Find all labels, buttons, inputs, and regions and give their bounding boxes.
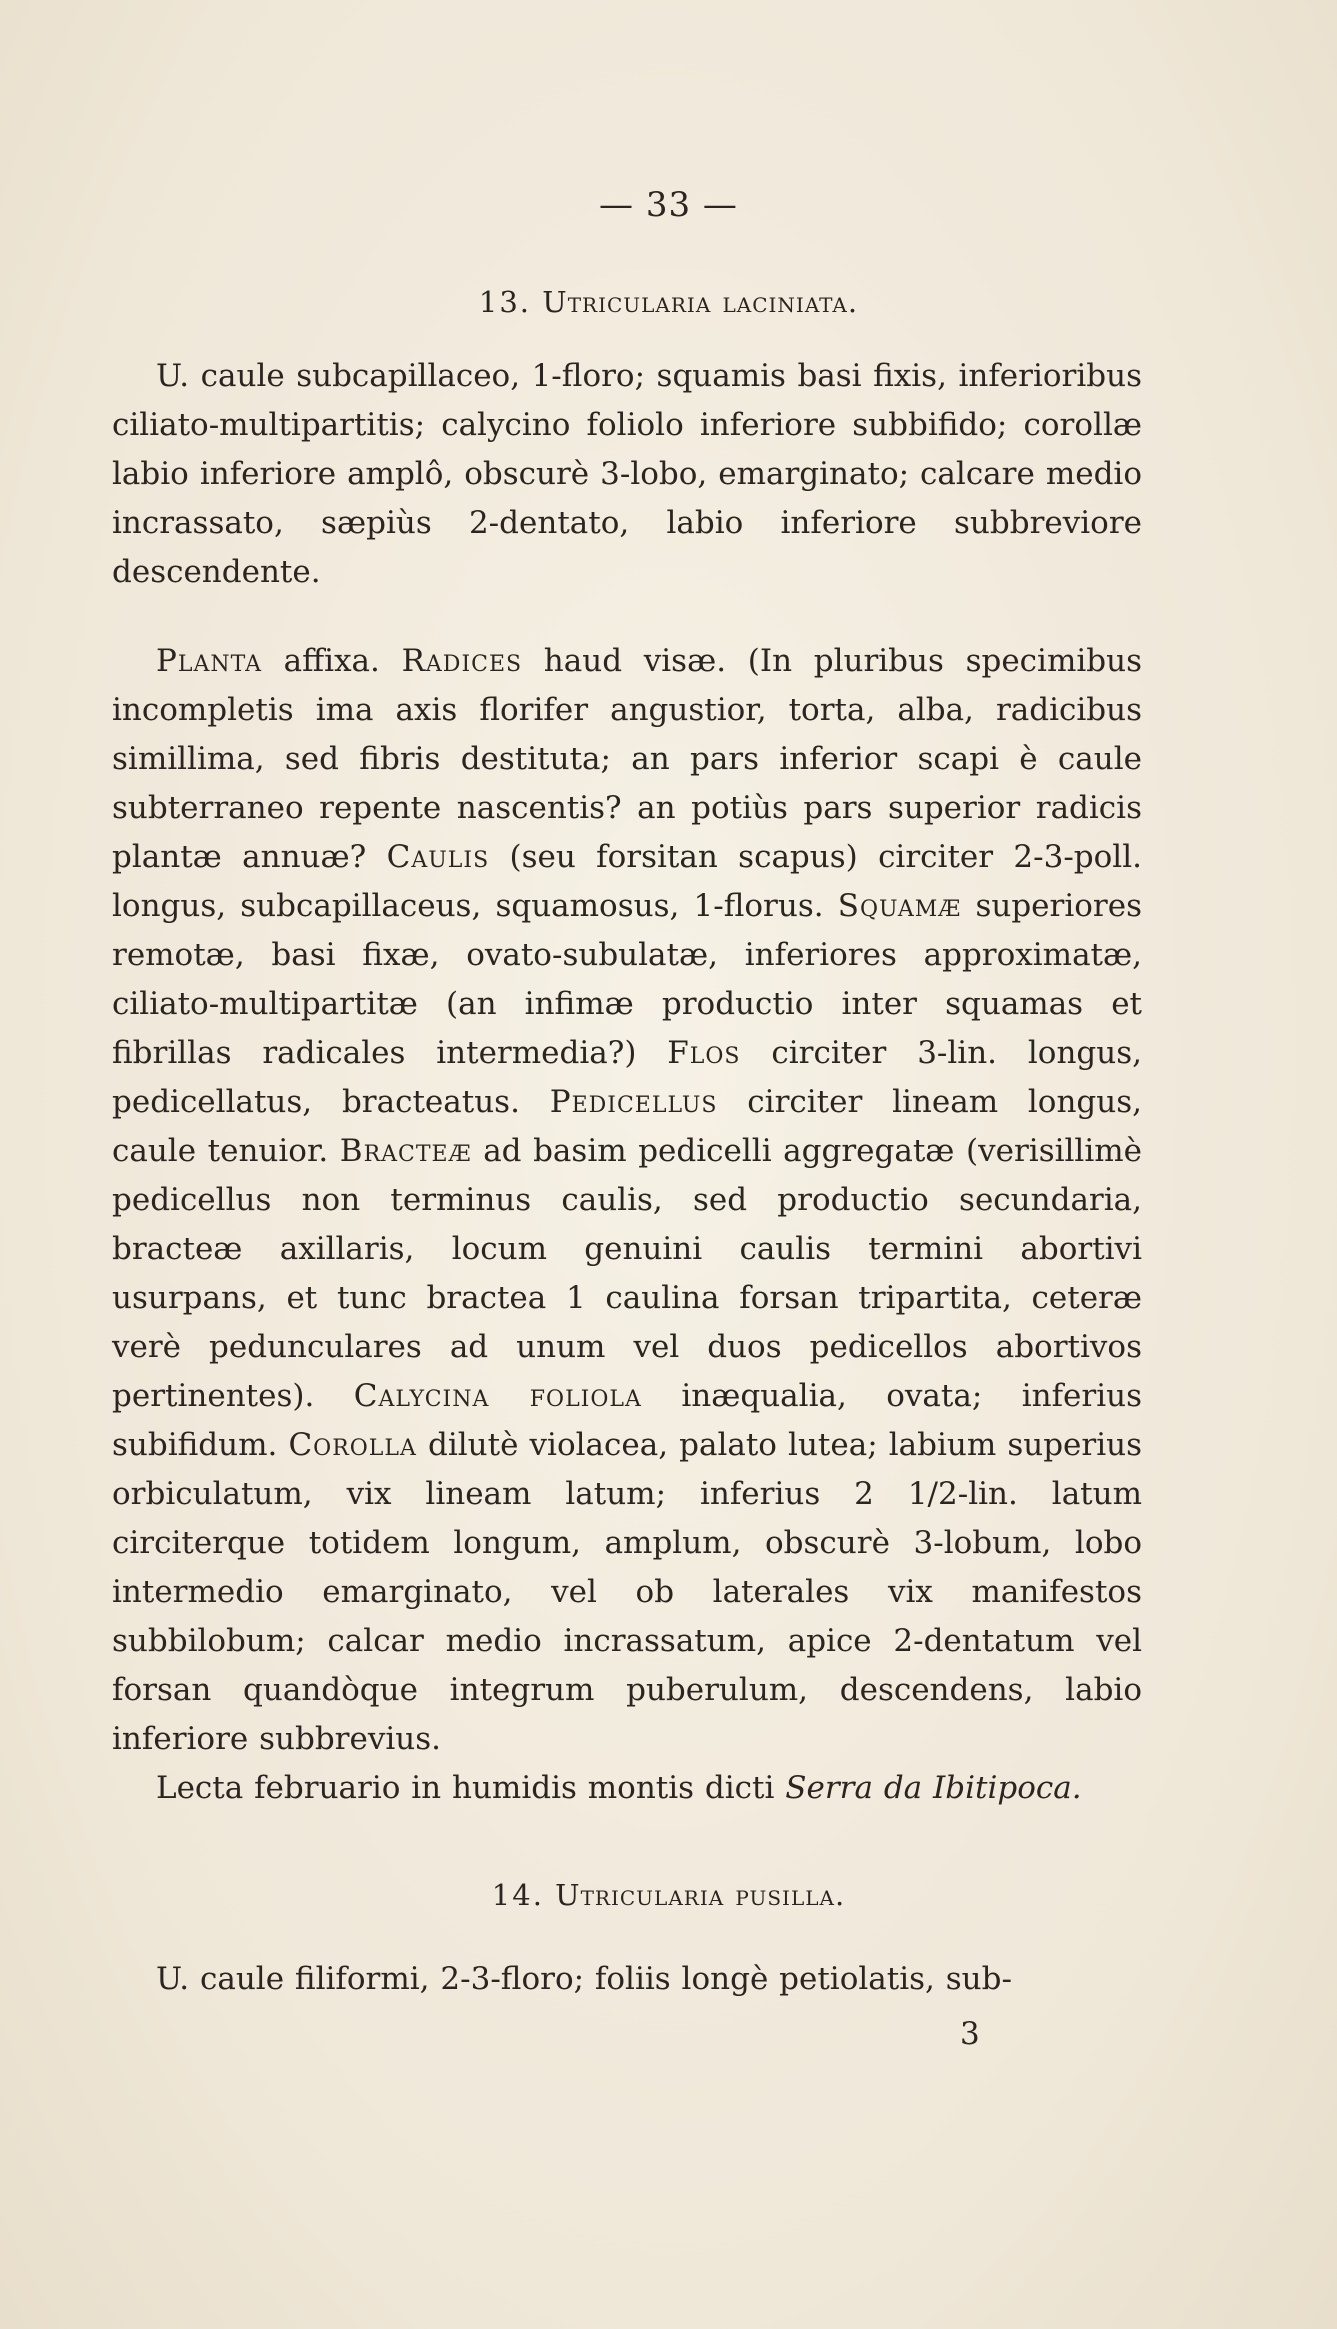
- text-squamae: superiores remotæ, basi fixæ, ovato-subulatæ, inferiores approximatæ, ciliato-multipartitæ (an infimæ productio inter squamas et fibrillas radicales intermedia?): [112, 888, 1142, 1071]
- text-planta: affixa.: [261, 643, 402, 679]
- entry-14-diagnosis-block: [112, 1955, 1142, 2004]
- text-flos: circiter 3-lin. longus, pedicellatus, bracteatus.: [112, 1035, 1142, 1120]
- page-header: — 33 —: [599, 185, 738, 225]
- entry-13-species: laciniata.: [722, 285, 859, 319]
- entry-13-genus: Utricularia: [542, 285, 712, 319]
- label-squamae: Squamæ: [837, 888, 962, 924]
- entry-14-diagnosis: U. caule filiformi, 2-3-floro; foliis longè petiolatis, sub-: [156, 1961, 1012, 1997]
- entry-14-genus: Utricularia: [555, 1878, 725, 1912]
- label-planta: Planta: [156, 643, 262, 679]
- label-caulis: Caulis: [386, 839, 490, 875]
- label-calycina-foliola: Calycina foliola: [353, 1378, 642, 1414]
- entry-14-title: [0, 1878, 1337, 1912]
- label-radices: Radices: [401, 643, 523, 679]
- text-pedicellus: circiter lineam longus, caule tenuior.: [112, 1084, 1142, 1169]
- entry-13-description-block: [112, 637, 1142, 1813]
- entry-13-locality: [112, 1764, 1142, 1813]
- entry-13-title: [0, 285, 1337, 319]
- entry-13-diagnosis-block: [112, 352, 1142, 597]
- label-corolla: Corolla: [288, 1427, 417, 1463]
- text-calycina-foliola: inæqualia, ovata; inferius subifidum.: [112, 1378, 1143, 1463]
- signature-mark: 3: [960, 2016, 980, 2052]
- text-radices: haud visæ. (In pluribus specimibus incompletis ima axis florifer angustior, torta, alba, radicibus simillima, sed fibris destituta; an pars inferior scapi è caule subterraneo repente nascentis? an potiùs pars superior radicis plantæ annuæ?: [112, 643, 1142, 875]
- label-pedicellus: Pedicellus: [549, 1084, 718, 1120]
- text-caulis: (seu forsitan scapus) circiter 2-3-poll. longus, subcapillaceus, squamosus, 1-florus.: [112, 839, 1142, 924]
- entry-13-diagnosis: U. caule subcapillaceo, 1-floro; squamis basi fixis, inferioribus ciliato-multipartitis; calycino foliolo inferiore subbifido; corollæ labio inferiore amplô, obscurè 3-lobo, emarginato; calcare medio incrassato, sæpiùs 2-dentato, labio inferiore subbreviore descendente.: [112, 358, 1142, 590]
- text-corolla: dilutè violacea, palato lutea; labium superius orbiculatum, vix lineam latum; inferius 2 1/2-lin. latum circiterque totidem longum, amplum, obscurè 3-lobum, lobo intermedio emarginato, vel ob laterales vix manifestos subbilobum; calcar medio incrassatum, apice 2-dentatum vel forsan quandòque integrum puberulum, descendens, labio inferiore subbrevius.: [112, 1427, 1142, 1757]
- locality-name: Serra da Ibitipoca.: [785, 1770, 1082, 1806]
- entry-13-description: [112, 637, 1142, 1764]
- locality-text: Lecta februario in humidis montis dicti: [156, 1770, 786, 1806]
- entry-14-species: pusilla.: [735, 1878, 846, 1912]
- text-bracteae: ad basim pedicelli aggregatæ (verisillimè pedicellus non terminus caulis, sed productio secundaria, bracteæ axillaris, locum genuini caulis termini abortivi usurpans, et tunc bractea 1 caulina forsan tripartita, ceteræ verè pedunculares ad unum vel duos pedicellos abortivos pertinentes).: [112, 1133, 1143, 1414]
- label-bracteae: Bracteæ: [339, 1133, 472, 1169]
- entry-14-number: 14.: [491, 1878, 544, 1912]
- label-flos: Flos: [667, 1035, 741, 1071]
- entry-13-number: 13.: [478, 285, 532, 319]
